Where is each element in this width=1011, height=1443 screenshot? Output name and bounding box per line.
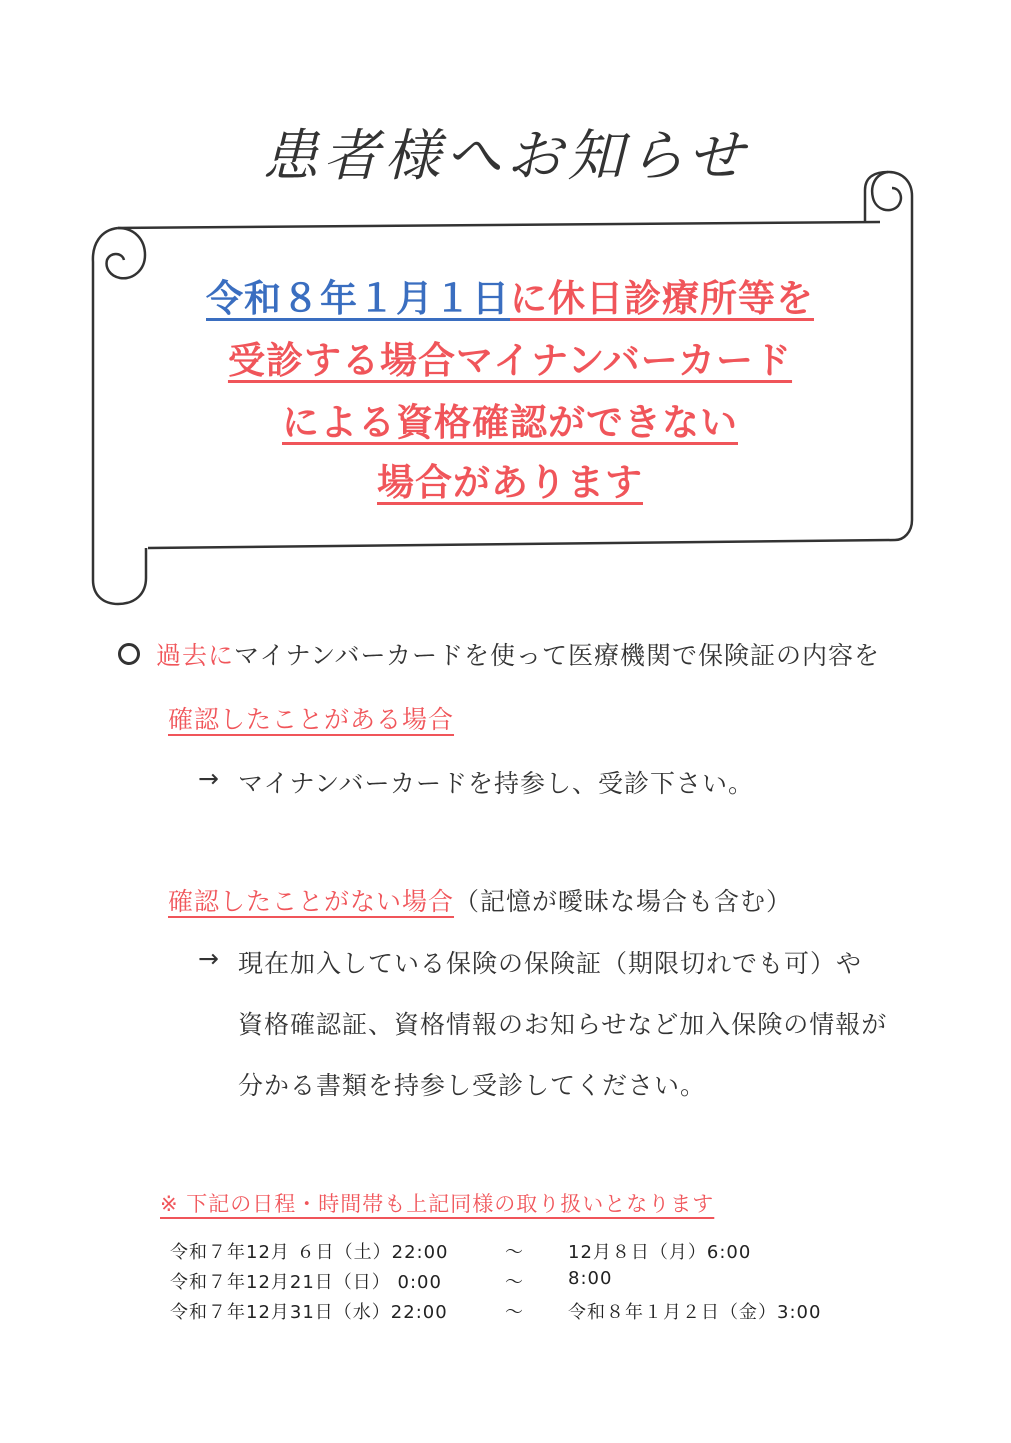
schedule-start: 令和７年12月21日（日） 0:00: [170, 1272, 442, 1293]
schedule-sep: ～: [505, 1302, 524, 1323]
section1-intro: [156, 636, 880, 672]
schedule-row: [170, 1268, 442, 1294]
banner-date: 令和８年１月１日: [206, 277, 510, 320]
section2-condition-note: （記憶が曖昧な場合も含む）: [454, 887, 793, 916]
section1-instruction: マイナンバーカードを持参し、受診下さい。: [238, 769, 755, 798]
banner-line-1-rest: に休日診療所等を: [510, 277, 814, 320]
section2-condition: 確認したことがない場合: [168, 887, 455, 916]
banner-line-1: [150, 268, 870, 322]
banner-line-2-text: 受診する場合マイナンバーカード: [227, 339, 793, 382]
section2-condition-line: [168, 882, 792, 918]
section2-arrow-icon: →: [198, 944, 220, 973]
schedule-sep: ～: [505, 1272, 524, 1293]
section2-line-2: 資格確認証、資格情報のお知らせなど加入保険の情報が: [238, 1010, 888, 1039]
schedule-end: 12月８日（月）6:00: [568, 1242, 752, 1263]
banner-line-4-text: 場合があります: [377, 461, 643, 504]
section1-intro-highlight: 過去に: [156, 641, 235, 670]
schedule-row: [170, 1298, 448, 1324]
schedule-row: [170, 1238, 449, 1264]
banner-line-3-text: による資格確認ができない: [282, 401, 738, 444]
banner-line-3: [150, 392, 870, 446]
circle-bullet-icon: [118, 643, 140, 665]
section1-intro-text: マイナンバーカードを使って医療機関で保険証の内容を: [234, 641, 881, 670]
schedule-start: 令和７年12月31日（水）22:00: [170, 1302, 448, 1323]
section2-line-3: 分かる書類を持参し受診してください。: [238, 1071, 707, 1100]
schedule-start: 令和７年12月 ６日（土）22:00: [170, 1242, 449, 1263]
banner-line-4: [150, 452, 870, 506]
schedule-end: 令和８年１月２日（金）3:00: [568, 1302, 822, 1323]
page-title: 患者様へお知らせ: [262, 124, 749, 189]
section2-line-1: 現在加入している保険の保険証（期限切れでも可）や: [238, 949, 863, 978]
section1-arrow-icon: →: [198, 764, 220, 793]
schedule-notice: ※ 下記の日程・時間帯も上記同様の取り扱いとなります: [160, 1192, 715, 1216]
banner-line-2: [150, 330, 870, 384]
schedule-sep: ～: [505, 1242, 524, 1263]
section1-condition: 確認したことがある場合: [168, 705, 455, 734]
schedule-end: 8:00: [568, 1268, 613, 1289]
